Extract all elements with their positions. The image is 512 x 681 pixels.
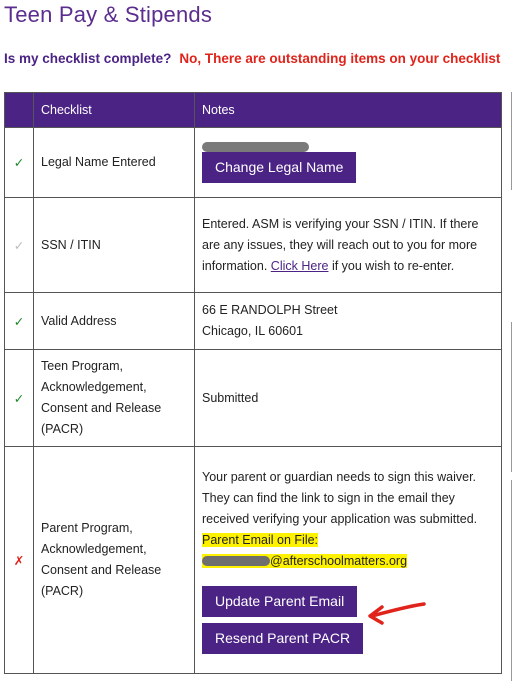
checkmark-icon: ✓ (13, 391, 25, 406)
change-legal-name-button[interactable]: Change Legal Name (202, 152, 356, 183)
checklist-item: Teen Program, Acknowledgement, Consent and Release (PACR) (34, 350, 195, 447)
checkmark-icon: ✓ (13, 314, 25, 329)
update-parent-email-button[interactable]: Update Parent Email (202, 586, 357, 617)
x-mark-icon: ✗ (13, 553, 25, 568)
checklist-item: SSN / ITIN (34, 198, 195, 293)
header-status (5, 93, 34, 128)
address-line-2: Chicago, IL 60601 (202, 324, 304, 338)
address-line-1: 66 E RANDOLPH Street (202, 303, 338, 317)
checklist-item: Parent Program, Acknowledgement, Consent and Release (PACR) (34, 447, 195, 674)
status-answer: No, There are outstanding items on your checklist (179, 51, 501, 66)
ssn-notes-text-after: if you wish to re-enter. (331, 258, 455, 273)
parent-notes-text: Your parent or guardian needs to sign this waiver. They can find the link to sign in the email they received verifying your application was submitted. (202, 469, 478, 526)
table-row-address (5, 293, 502, 350)
page-title: Teen Pay & Stipends (4, 2, 213, 27)
reenter-ssn-link[interactable]: Click Here (270, 258, 329, 273)
notes-cell: Submitted (195, 350, 502, 447)
pending-checkmark-icon: ✓ (13, 238, 25, 253)
status-question: Is my checklist complete? (4, 51, 172, 66)
status-cell (5, 198, 34, 293)
table-header-row (5, 93, 502, 128)
status-cell (5, 447, 34, 674)
notes-cell (195, 447, 502, 674)
resend-parent-pacr-button[interactable]: Resend Parent PACR (202, 623, 363, 654)
status-cell (5, 350, 34, 447)
parent-email (202, 554, 407, 568)
status-cell (5, 128, 34, 198)
checklist-item: Legal Name Entered (34, 128, 195, 198)
redacted-name (202, 136, 494, 146)
checklist-item: Valid Address (34, 293, 195, 350)
header-notes: Notes (195, 93, 502, 128)
table-row-parent-pacr (5, 447, 502, 674)
header-checklist: Checklist (34, 93, 195, 128)
table-row-teen-pacr (5, 350, 502, 447)
table-row-ssn (5, 198, 502, 293)
parent-email-domain: @afterschoolmatters.org (270, 553, 408, 568)
redaction-bar (202, 556, 270, 566)
checkmark-icon: ✓ (13, 156, 25, 170)
checklist-table (4, 92, 502, 674)
notes-cell (195, 128, 502, 198)
parent-email-label: Parent Email on File: (202, 532, 319, 547)
redaction-bar (202, 142, 309, 152)
table-row-legal-name (5, 128, 502, 198)
checklist-status (4, 51, 500, 66)
ssn-notes-text: Entered. ASM is verifying your SSN / ITIN. If there are any issues, they will reach out to you for more information. (202, 216, 479, 273)
notes-cell (195, 198, 502, 293)
red-arrow-annotation-icon (366, 598, 428, 628)
status-cell (5, 293, 34, 350)
notes-cell (195, 293, 502, 350)
